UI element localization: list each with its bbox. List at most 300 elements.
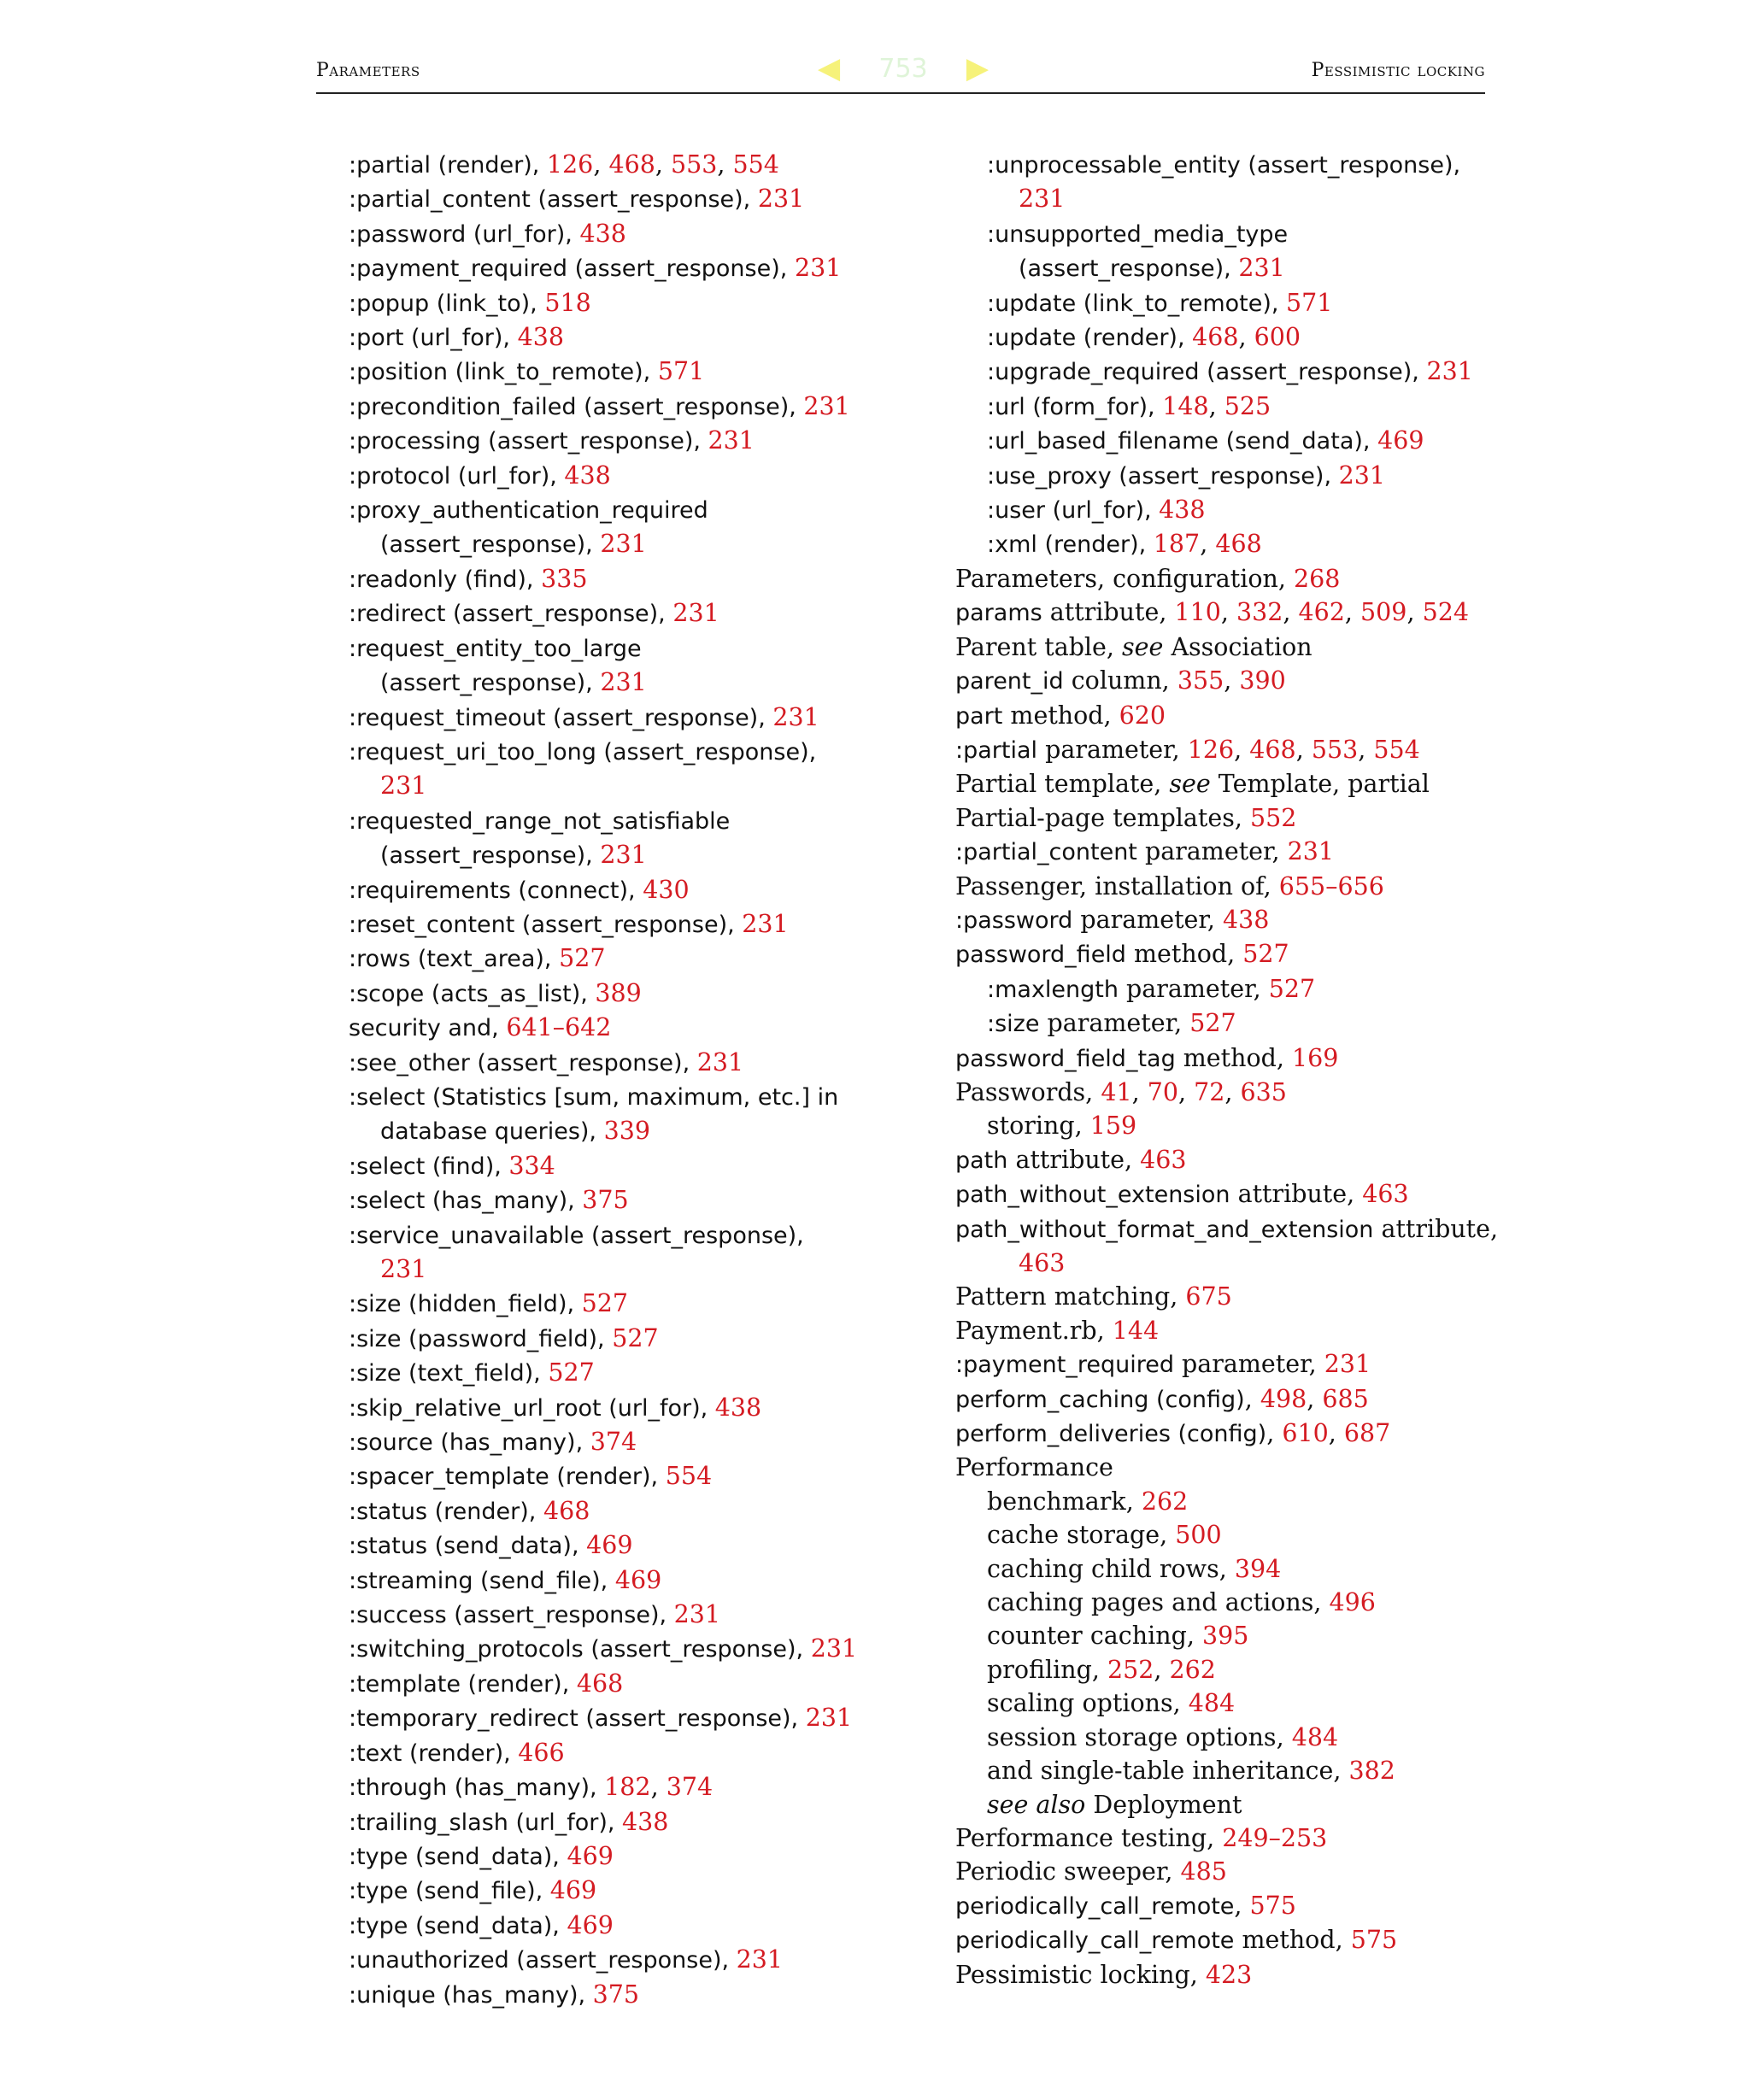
index-entry	[349, 941, 896, 976]
page-link[interactable]: 527	[1242, 940, 1289, 969]
page-link[interactable]: 70	[1147, 1077, 1178, 1106]
index-entry	[349, 1874, 896, 1908]
page-separator: ,	[1344, 598, 1361, 627]
page-link[interactable]: 438	[579, 219, 626, 248]
index-entry	[955, 1417, 1502, 1451]
page-link[interactable]: 126	[546, 150, 594, 179]
index-entry	[349, 286, 896, 320]
see-reference: see	[1122, 632, 1164, 661]
page-link[interactable]: 144	[1112, 1316, 1160, 1345]
page-separator: ,	[650, 1773, 667, 1802]
page-link[interactable]: 394	[1234, 1554, 1282, 1583]
page-link[interactable]: 527	[612, 1323, 659, 1352]
entry-term: parameter,	[1118, 974, 1269, 1003]
index-entry	[955, 1721, 1502, 1754]
page-link[interactable]: 148	[1162, 391, 1209, 420]
entry-term: method,	[1125, 940, 1243, 969]
entry-term: :partial (render),	[349, 152, 547, 179]
page-link[interactable]: 430	[643, 875, 690, 904]
index-entry	[955, 390, 1502, 424]
entry-term: scaling options,	[987, 1689, 1189, 1718]
page-link[interactable]: 395	[1201, 1622, 1249, 1651]
page-link[interactable]: 468	[1249, 735, 1296, 764]
entry-term: :unauthorized (assert_response),	[349, 1947, 737, 1974]
page-separator: ,	[1131, 1077, 1148, 1106]
index-entry	[349, 562, 896, 596]
page-link[interactable]: 334	[508, 1151, 555, 1180]
entry-term: :through (has_many),	[349, 1774, 605, 1802]
page-link[interactable]: 438	[1223, 905, 1270, 934]
page-link[interactable]: 438	[564, 460, 611, 490]
entry-code-term: perform_caching (config)	[955, 1386, 1245, 1413]
entry-term: :switching_protocols (assert_response),	[349, 1636, 811, 1663]
page-link[interactable]: 335	[541, 564, 588, 593]
index-entry	[349, 1391, 896, 1425]
page-link[interactable]: 187	[1153, 530, 1201, 559]
index-entry	[955, 767, 1502, 801]
page-link[interactable]: 685	[1322, 1384, 1369, 1413]
entry-code-term: :partial_content	[955, 839, 1137, 866]
entry-term: ,	[1244, 1384, 1260, 1413]
entry-term: :partial_content (assert_response),	[349, 186, 758, 214]
entry-term: :see_other (assert_response),	[349, 1049, 697, 1076]
entry-code-term: part	[955, 702, 1003, 730]
index-entry	[955, 1382, 1502, 1417]
page-link[interactable]: 438	[714, 1393, 762, 1422]
page-link[interactable]: 469	[1377, 426, 1424, 455]
entry-code-term: :maxlength	[987, 976, 1119, 1003]
index-entry	[349, 907, 896, 941]
index-entry	[349, 1943, 896, 1977]
page-link[interactable]: 527	[1189, 1009, 1236, 1038]
entry-term: :port (url_for),	[349, 325, 518, 352]
index-entry	[955, 1552, 1502, 1586]
page-link[interactable]: 231	[810, 1634, 858, 1663]
page-link[interactable]: 231	[600, 841, 647, 870]
page-link[interactable]: 231	[794, 254, 842, 283]
entry-term: Pattern matching,	[955, 1282, 1186, 1311]
index-entry	[955, 1923, 1502, 1957]
page-link[interactable]: 553	[670, 150, 718, 179]
page-link[interactable]: 249–253	[1222, 1823, 1328, 1852]
page-link[interactable]: 231	[600, 530, 647, 559]
index-entry	[955, 870, 1502, 903]
entry-term: column,	[1063, 666, 1177, 695]
page-link[interactable]: 231	[1324, 1350, 1371, 1379]
page-link[interactable]: 72	[1194, 1077, 1225, 1106]
page-link[interactable]: 527	[548, 1358, 595, 1387]
index-entry	[349, 1218, 896, 1252]
entry-term: :reset_content (assert_response),	[349, 911, 743, 938]
index-entry	[349, 804, 896, 838]
page-link[interactable]: 468	[543, 1496, 590, 1525]
page-separator: ,	[1224, 1077, 1241, 1106]
page-link[interactable]: 110	[1174, 598, 1221, 627]
page-link[interactable]: 485	[1180, 1857, 1227, 1886]
entry-term: attribute,	[1373, 1214, 1499, 1243]
index-entry	[955, 1821, 1502, 1855]
entry-term: :size (hidden_field),	[349, 1291, 582, 1318]
index-entry	[955, 1754, 1502, 1787]
page-link[interactable]: 262	[1141, 1487, 1189, 1516]
entry-code-term: path	[955, 1147, 1008, 1174]
page-link[interactable]: 41	[1101, 1077, 1132, 1106]
entry-term: parameter,	[1037, 735, 1188, 764]
index-entry	[955, 595, 1502, 630]
entry-term: parameter,	[1136, 837, 1288, 866]
index-entry	[349, 527, 896, 561]
page-link[interactable]: 554	[665, 1462, 713, 1491]
page-link[interactable]: 552	[1249, 803, 1297, 832]
entry-term: (assert_response),	[1019, 255, 1239, 283]
page-link[interactable]: 554	[1373, 735, 1420, 764]
index-entry	[349, 1114, 896, 1148]
page-link[interactable]: 438	[1159, 496, 1206, 525]
page-separator: ,	[655, 150, 671, 179]
index-entry	[955, 972, 1502, 1006]
entry-term: :payment_required (assert_response),	[349, 255, 795, 283]
page-link[interactable]: 462	[1298, 598, 1345, 627]
index-entry	[955, 1686, 1502, 1720]
page-separator: ,	[1154, 1655, 1170, 1684]
entry-term: :request_entity_too_large	[349, 635, 642, 662]
page-link[interactable]: 463	[1019, 1249, 1066, 1277]
page-link[interactable]: 484	[1188, 1689, 1236, 1718]
page-separator: ,	[1328, 1419, 1344, 1448]
entry-term: :requested_range_not_satisfiable	[349, 807, 731, 835]
index-entry	[349, 1494, 896, 1528]
entry-term: caching child rows,	[987, 1554, 1235, 1583]
page-link[interactable]: 231	[696, 1047, 744, 1076]
entry-term: Passwords,	[955, 1077, 1101, 1106]
page-link[interactable]: 231	[742, 909, 789, 938]
index-entry	[955, 1076, 1502, 1109]
page-link[interactable]: 231	[803, 391, 850, 420]
next-page-arrow-icon[interactable]: ▶	[966, 51, 989, 85]
entry-term: Partial template,	[955, 770, 1170, 799]
entry-code-term: :partial	[955, 736, 1038, 764]
index-entry	[349, 148, 896, 182]
index-entry	[349, 1425, 896, 1459]
page-link[interactable]: 252	[1107, 1655, 1154, 1684]
index-entry	[349, 596, 896, 631]
page-link[interactable]: 231	[1287, 837, 1335, 866]
page-link[interactable]: 469	[549, 1876, 597, 1905]
page-header	[316, 51, 1485, 94]
index-entry	[349, 459, 896, 493]
page-link[interactable]: 525	[1224, 391, 1271, 420]
page-link[interactable]: 231	[757, 185, 805, 214]
entry-term: :select (Statistics [sum, maximum, etc.] in	[349, 1083, 839, 1111]
index-entry	[955, 1855, 1502, 1888]
page-link[interactable]: 423	[1205, 1960, 1253, 1989]
entry-code-term: periodically_call_remote	[955, 1927, 1235, 1955]
page-link[interactable]: 469	[586, 1531, 633, 1560]
index-entry	[349, 1598, 896, 1632]
page-link[interactable]: 675	[1185, 1282, 1232, 1311]
prev-page-arrow-icon[interactable]: ◀	[818, 51, 841, 85]
page-link[interactable]: 375	[582, 1186, 629, 1215]
index-entry	[349, 1459, 896, 1493]
entry-term: :unsupported_media_type	[987, 220, 1289, 248]
page-link[interactable]: 575	[1350, 1926, 1398, 1955]
page-link[interactable]: 466	[518, 1738, 565, 1767]
entry-term: :type (send_file),	[349, 1878, 550, 1905]
entry-term: :status (render),	[349, 1498, 543, 1525]
index-entry	[955, 459, 1502, 493]
page-link[interactable]: 438	[517, 323, 565, 352]
page-separator: ,	[1208, 391, 1224, 420]
entry-term: :precondition_failed (assert_response),	[349, 393, 804, 420]
index-entry	[349, 977, 896, 1011]
entry-term: :user (url_for),	[987, 497, 1160, 525]
index-entry	[349, 1322, 896, 1356]
index-entry	[349, 1528, 896, 1563]
entry-term: Payment.rb,	[955, 1316, 1113, 1345]
index-entry	[955, 286, 1502, 320]
entry-term: attribute,	[1007, 1145, 1141, 1174]
page-link[interactable]: 374	[590, 1428, 637, 1457]
index-entry	[955, 424, 1502, 458]
page-link[interactable]: 231	[1426, 357, 1473, 386]
entry-term: :use_proxy (assert_response),	[987, 462, 1339, 490]
page-link[interactable]: 332	[1236, 598, 1283, 627]
entry-term: :streaming (send_file),	[349, 1567, 615, 1594]
index-entry	[349, 1701, 896, 1735]
running-head-left: Parameters	[316, 60, 420, 81]
page-link[interactable]: 509	[1360, 598, 1407, 627]
entry-term: :spacer_template (render),	[349, 1464, 666, 1491]
page-separator: ,	[1177, 1077, 1195, 1106]
index-entry	[955, 217, 1502, 251]
page-link[interactable]: 382	[1348, 1757, 1395, 1786]
page-link[interactable]: 571	[1286, 288, 1333, 317]
page-link[interactable]: 468	[608, 150, 655, 179]
entry-term: :redirect (assert_response),	[349, 601, 673, 628]
entry-code-term: path_without_format_and_extension	[955, 1216, 1374, 1243]
index-entry	[955, 182, 1502, 216]
page-link[interactable]: 469	[567, 1910, 614, 1939]
entry-term: (assert_response),	[380, 842, 601, 870]
page-link[interactable]: 527	[1268, 974, 1316, 1003]
page-link[interactable]: 635	[1240, 1077, 1287, 1106]
index-entry	[955, 1889, 1502, 1923]
index-entry	[349, 1356, 896, 1390]
entry-term: database queries),	[380, 1118, 604, 1146]
entry-term: :source (has_many),	[349, 1429, 590, 1457]
entry-term: method,	[1234, 1926, 1351, 1955]
entry-term: :text (render),	[349, 1739, 519, 1767]
entry-code-term: params	[955, 600, 1042, 627]
page-link[interactable]: 169	[1292, 1043, 1339, 1072]
index-entry	[349, 1183, 896, 1217]
page-link[interactable]: 231	[772, 702, 819, 731]
entry-term: cache storage,	[987, 1521, 1176, 1550]
index-entry	[349, 1080, 896, 1114]
index-entry	[955, 355, 1502, 389]
page-link[interactable]: 554	[732, 150, 779, 179]
page-link[interactable]: 524	[1422, 598, 1469, 627]
entry-code-term: perform_deliveries (config)	[955, 1421, 1267, 1448]
index-entry	[955, 251, 1502, 285]
entry-term: (assert_response),	[380, 670, 601, 697]
entry-term: parameter,	[1174, 1350, 1324, 1379]
entry-term: method,	[1002, 701, 1119, 730]
entry-term: :xml (render),	[987, 531, 1154, 559]
entry-term: Parameters, configuration,	[955, 564, 1294, 593]
index-entry	[955, 631, 1502, 664]
entry-term: :request_timeout (assert_response),	[349, 704, 773, 731]
index-entry	[349, 424, 896, 458]
entry-term: :popup (link_to),	[349, 290, 545, 317]
index-entry	[955, 1006, 1502, 1041]
entry-term: :type (send_data),	[349, 1912, 567, 1939]
page-link[interactable]: 641–642	[506, 1013, 612, 1042]
index-column-right	[955, 148, 1502, 1991]
index-entry	[955, 1314, 1502, 1347]
entry-term: Performance	[955, 1453, 1113, 1482]
page-link[interactable]: 610	[1282, 1419, 1329, 1448]
index-entry	[955, 1653, 1502, 1686]
entry-term: :scope (acts_as_list),	[349, 980, 596, 1007]
index-entry	[955, 1280, 1502, 1313]
index-entry	[349, 666, 896, 700]
index-entry	[349, 1252, 896, 1287]
page-link[interactable]: 463	[1140, 1145, 1187, 1174]
index-entry	[955, 1347, 1502, 1381]
index-entry	[349, 1632, 896, 1666]
entry-term: Partial-page templates,	[955, 803, 1250, 832]
index-entry	[349, 355, 896, 389]
page-link[interactable]: 484	[1291, 1722, 1339, 1751]
entry-term: :select (has_many),	[349, 1188, 583, 1215]
entry-code-term: :payment_required	[955, 1352, 1174, 1379]
page-link[interactable]: 182	[604, 1773, 651, 1802]
entry-term: :upgrade_required (assert_response),	[987, 359, 1427, 386]
page-link[interactable]: 468	[576, 1669, 624, 1698]
page-link[interactable]: 231	[672, 599, 719, 628]
page-separator: ,	[717, 150, 733, 179]
entry-term: and single-table inheritance,	[987, 1757, 1349, 1786]
page-separator: ,	[1283, 598, 1299, 627]
page-link[interactable]: 231	[380, 771, 427, 801]
index-entry	[955, 1586, 1502, 1619]
page-link[interactable]: 575	[1249, 1891, 1296, 1920]
entry-code-term: :size	[987, 1011, 1040, 1038]
page-link[interactable]: 390	[1239, 666, 1286, 695]
index-entry	[349, 217, 896, 251]
page-separator: ,	[1220, 598, 1236, 627]
page-navigation	[818, 51, 989, 85]
entry-term: parameter,	[1072, 905, 1224, 934]
page-link[interactable]: 571	[657, 357, 705, 386]
entry-code-term: :password	[955, 906, 1073, 934]
page-link[interactable]: 438	[622, 1807, 669, 1836]
page-link[interactable]: 231	[380, 1255, 427, 1283]
page-link[interactable]: 620	[1119, 701, 1166, 730]
page-separator: ,	[1238, 323, 1254, 352]
page-link[interactable]: 469	[614, 1565, 662, 1594]
page-link[interactable]: 339	[603, 1117, 651, 1146]
index-entry	[955, 1143, 1502, 1177]
page-link[interactable]: 374	[666, 1773, 714, 1802]
index-entry	[349, 838, 896, 872]
index-entry	[349, 735, 896, 769]
entry-code-term: path_without_extension	[955, 1182, 1230, 1209]
page-link[interactable]: 655–656	[1278, 871, 1384, 900]
see-reference: see	[1169, 770, 1211, 799]
page-link[interactable]: 355	[1177, 666, 1224, 695]
page-link[interactable]: 527	[559, 944, 606, 973]
page-link[interactable]: 600	[1254, 323, 1301, 352]
page-link[interactable]: 231	[708, 426, 755, 455]
page-link[interactable]: 231	[1019, 185, 1066, 214]
running-head-right: Pessimistic locking	[1311, 60, 1485, 81]
index-entry	[955, 148, 1502, 182]
page-link[interactable]: 527	[581, 1289, 629, 1318]
entry-term: :rows (text_area),	[349, 946, 560, 973]
page-link[interactable]: 518	[544, 288, 591, 317]
entry-term: :size (text_field),	[349, 1360, 549, 1387]
page-link[interactable]: 553	[1311, 735, 1359, 764]
page-link[interactable]: 389	[595, 978, 642, 1007]
entry-term: :update (render),	[987, 325, 1193, 352]
entry-term: benchmark,	[987, 1487, 1142, 1516]
page-link[interactable]: 231	[600, 668, 647, 697]
index-entry	[955, 1788, 1502, 1821]
entry-term: storing,	[987, 1112, 1090, 1141]
index-entry	[349, 251, 896, 285]
index-entry	[955, 320, 1502, 355]
index-entry	[349, 1909, 896, 1943]
page-link[interactable]: 231	[1238, 254, 1285, 283]
entry-term: :update (link_to_remote),	[987, 290, 1287, 317]
page-link[interactable]: 500	[1175, 1521, 1222, 1550]
page-link[interactable]: 375	[592, 1980, 640, 2009]
see-target: Association	[1163, 632, 1312, 661]
entry-term: :template (render),	[349, 1670, 577, 1698]
page-link[interactable]: 159	[1089, 1112, 1137, 1141]
page-link[interactable]: 231	[736, 1945, 784, 1974]
entry-term: :requirements (connect),	[349, 877, 643, 904]
page-separator: ,	[593, 150, 609, 179]
page-link[interactable]: 231	[805, 1704, 853, 1733]
page-link[interactable]: 463	[1362, 1180, 1409, 1209]
page-link[interactable]: 231	[1338, 460, 1386, 490]
entry-term: :protocol (url_for),	[349, 462, 565, 490]
index-entry	[955, 733, 1502, 767]
page-link[interactable]: 468	[1215, 530, 1262, 559]
page-link[interactable]: 231	[673, 1600, 721, 1629]
page-link[interactable]: 496	[1329, 1588, 1376, 1617]
see-target: Deployment	[1085, 1790, 1242, 1819]
page-link[interactable]: 498	[1260, 1384, 1307, 1413]
page-link[interactable]: 268	[1293, 564, 1341, 593]
entry-term: caching pages and actions,	[987, 1588, 1330, 1617]
index-entry	[349, 1805, 896, 1839]
index-entry	[349, 631, 896, 666]
index-entry	[349, 1978, 896, 2012]
page-link[interactable]: 468	[1192, 323, 1239, 352]
entry-term: ,	[1234, 1891, 1250, 1920]
entry-term: :unprocessable_entity (assert_response),	[987, 152, 1461, 179]
entry-term: :position (link_to_remote),	[349, 359, 658, 386]
page-link[interactable]: 469	[567, 1841, 614, 1870]
index-entry	[349, 769, 896, 803]
page-link[interactable]: 126	[1187, 735, 1235, 764]
page-link[interactable]: 687	[1343, 1419, 1391, 1448]
page-link[interactable]: 262	[1169, 1655, 1216, 1684]
